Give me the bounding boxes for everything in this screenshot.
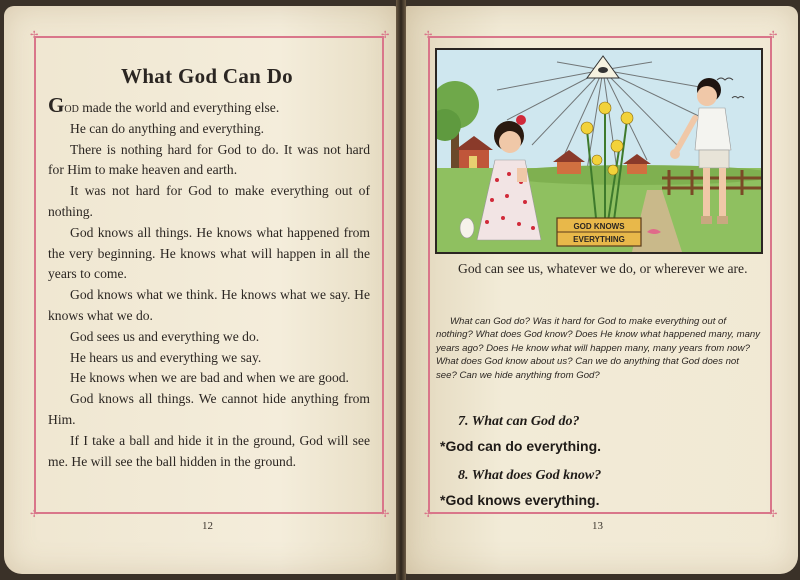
caption (436, 258, 762, 279)
question-8: 8. What does God know? (458, 468, 602, 483)
corner-ornament-icon: ✢ (769, 30, 778, 41)
book-gutter (396, 0, 406, 580)
illustration (435, 48, 763, 254)
caption-text: God can see us, whatever we do, or wherever we are. (458, 261, 748, 276)
first-word-rest: od (64, 100, 79, 115)
page-number-right: 13 (592, 520, 603, 532)
paragraph: God knows all things. We cannot hide anything from Him. (48, 391, 370, 427)
answer-7: *God can do everything. (440, 438, 602, 454)
first-line-rest: made the world and everything else. (78, 100, 280, 115)
drop-cap: G (48, 93, 65, 117)
first-paragraph (48, 93, 370, 119)
illustration-scene (437, 50, 761, 252)
corner-ornament-icon: ✢ (769, 509, 778, 520)
paragraph: It was not hard for God to make everything out of nothing. (48, 183, 370, 219)
paragraph: If I take a ball and hide it in the ground, God will see me. He will see the ball hidden in the ground. (48, 432, 370, 469)
corner-ornament-icon: ✢ (30, 509, 39, 520)
catechism-item-7 (440, 414, 760, 454)
page-number-left: 12 (202, 520, 213, 532)
page-title: What God Can Do (121, 64, 293, 88)
left-body-text (48, 93, 370, 472)
corner-ornament-icon: ✢ (424, 30, 433, 41)
paragraph: He hears us and everything we say. (70, 349, 262, 365)
review-questions: What can God do? Was it hard for God to make everything out of nothing? What does God know? Does He know what happened many, many years ago? Does He know what will happen many, many years from now? What does God know about us? Can we do anything that God does not see? Can we hide anything from God? (436, 316, 761, 381)
sign-line-2: EVERYTHING (573, 235, 625, 244)
paragraph: God knows what we think. He knows what we say. He knows what we do. (48, 287, 370, 323)
corner-ornament-icon: ✢ (381, 30, 390, 41)
answer-8: *God knows everything. (440, 492, 600, 508)
paragraph: There is nothing hard for God to do. It was not hard for Him to make heaven and earth. (48, 141, 370, 178)
paragraph: God sees us and everything we do. (70, 328, 260, 344)
catechism-item-8 (440, 468, 760, 508)
paragraph: God knows all things. He knows what happened from the very beginning. He knows what will happen in all the years to come. (48, 224, 370, 282)
paragraph: He can do anything and everything. (70, 120, 265, 136)
corner-ornament-icon: ✢ (381, 509, 390, 520)
question-7: 7. What can God do? (458, 414, 580, 429)
paragraph: He knows when we are bad and when we are good. (70, 370, 349, 386)
corner-ornament-icon: ✢ (30, 30, 39, 41)
corner-ornament-icon: ✢ (424, 509, 433, 520)
sign-line-1: GOD KNOWS (573, 222, 625, 231)
